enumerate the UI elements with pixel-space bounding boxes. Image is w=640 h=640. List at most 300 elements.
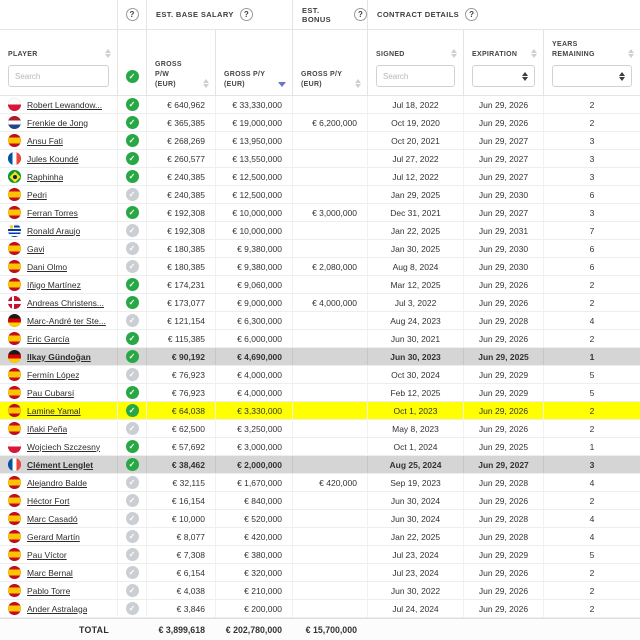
years-remaining-cell: 2 — [543, 276, 640, 293]
player-name-link[interactable]: Pablo Torre — [27, 585, 71, 596]
gross-py-cell: € 13,950,000 — [215, 132, 292, 149]
expiration-cell: Jun 29, 2026 — [463, 330, 543, 347]
player-name-link[interactable]: Pau Cubarsí — [27, 387, 75, 398]
signed-cell: Aug 24, 2023 — [367, 312, 463, 329]
help-icon[interactable]: ? — [126, 8, 139, 21]
years-remaining-cell: 2 — [543, 330, 640, 347]
expiration-cell: Jun 29, 2027 — [463, 204, 543, 221]
expiration-cell: Jun 29, 2028 — [463, 528, 543, 545]
years-remaining-header-cell — [543, 30, 640, 95]
signed-cell: Jul 23, 2024 — [367, 546, 463, 563]
signed-cell: Dec 31, 2021 — [367, 204, 463, 221]
gross-pw-cell: € 173,077 — [146, 294, 215, 311]
sort-icon[interactable] — [203, 79, 209, 90]
flag-uy-icon — [8, 224, 21, 237]
verified-cell — [117, 456, 146, 473]
bonus-py-cell — [292, 366, 367, 383]
gross-pw-cell: € 121,154 — [146, 312, 215, 329]
gross-py-cell: € 1,670,000 — [215, 474, 292, 491]
player-name-link[interactable]: Marc Bernal — [27, 567, 73, 578]
gross-py-cell: € 10,000,000 — [215, 222, 292, 239]
flag-es-icon — [8, 530, 21, 543]
gross-pw-cell: € 260,577 — [146, 150, 215, 167]
verified-cell — [117, 582, 146, 599]
gross-pw-cell: € 16,154 — [146, 492, 215, 509]
signed-cell: Jan 22, 2025 — [367, 222, 463, 239]
verified-cell — [117, 474, 146, 491]
verified-icon: ✓ — [126, 350, 139, 363]
unverified-icon: ✓ — [126, 548, 139, 561]
gross-pw-cell: € 90,192 — [146, 348, 215, 365]
gross-py-cell: € 12,500,000 — [215, 186, 292, 203]
flag-es-icon — [8, 386, 21, 399]
verified-cell — [117, 222, 146, 239]
table-row — [0, 222, 640, 240]
gross-py-cell: € 9,380,000 — [215, 258, 292, 275]
player-cell — [0, 186, 117, 203]
sort-desc-icon[interactable] — [278, 82, 286, 87]
verified-cell — [117, 366, 146, 383]
total-label: TOTAL — [78, 624, 109, 635]
flag-es-icon — [8, 260, 21, 273]
years-remaining-cell: 5 — [543, 546, 640, 563]
years-remaining-cell: 4 — [543, 510, 640, 527]
expiration-cell: Jun 29, 2026 — [463, 582, 543, 599]
verified-cell — [117, 528, 146, 545]
player-header-cell — [0, 30, 117, 95]
bonus-py-cell: € 6,200,000 — [292, 114, 367, 131]
gross-py-cell: € 12,500,000 — [215, 168, 292, 185]
verified-icon: ✓ — [126, 440, 139, 453]
player-name-link[interactable]: Eric García — [27, 333, 70, 344]
verified-cell — [117, 510, 146, 527]
flag-es-icon — [8, 404, 21, 417]
gross-py-cell: € 3,000,000 — [215, 438, 292, 455]
years-remaining-cell: 2 — [543, 114, 640, 131]
flag-es-icon — [8, 494, 21, 507]
expiration-cell: Jun 29, 2029 — [463, 384, 543, 401]
gross-py-cell: € 9,380,000 — [215, 240, 292, 257]
flag-de-icon — [8, 350, 21, 363]
bonus-py-cell — [292, 186, 367, 203]
verified-filter-cell — [117, 30, 146, 95]
expiration-cell: Jun 29, 2027 — [463, 132, 543, 149]
flag-fr-icon — [8, 458, 21, 471]
years-remaining-cell: 2 — [543, 492, 640, 509]
bonus-py-cell — [292, 510, 367, 527]
group-header-row — [0, 0, 640, 30]
verified-icon: ✓ — [126, 170, 139, 183]
expiration-filter-select[interactable] — [472, 65, 535, 87]
verified-cell — [117, 600, 146, 617]
flag-es-icon — [8, 512, 21, 525]
gross-py-cell: € 3,250,000 — [215, 420, 292, 437]
years-remaining-cell: 2 — [543, 582, 640, 599]
contract-group-label: CONTRACT DETAILS — [377, 10, 460, 19]
gross-pw-cell: € 365,385 — [146, 114, 215, 131]
signed-cell: Jun 30, 2021 — [367, 330, 463, 347]
player-cell — [0, 546, 117, 563]
player-name-link[interactable]: Marc-André ter Ste... — [27, 315, 106, 326]
gross-pw-cell: € 76,923 — [146, 366, 215, 383]
player-cell — [0, 528, 117, 545]
player-name-link[interactable]: Ronald Araujo — [27, 225, 81, 236]
flag-fr-icon — [8, 152, 21, 165]
flag-dk-icon — [8, 296, 21, 309]
unverified-icon: ✓ — [126, 314, 139, 327]
gross-py-cell: € 4,000,000 — [215, 366, 292, 383]
expiration-cell: Jun 29, 2026 — [463, 96, 543, 113]
flag-nl-icon — [8, 116, 21, 129]
table-row — [0, 276, 640, 294]
player-cell — [0, 348, 117, 365]
unverified-icon: ✓ — [126, 566, 139, 579]
bonus-py-header-cell — [292, 30, 367, 95]
flag-es-icon — [8, 188, 21, 201]
sort-icon[interactable] — [105, 49, 111, 60]
signed-cell: Jul 23, 2024 — [367, 564, 463, 581]
gross-pw-header-cell — [146, 30, 215, 95]
gross-py-cell: € 13,550,000 — [215, 150, 292, 167]
player-cell — [0, 402, 117, 419]
gross-pw-cell: € 10,000 — [146, 510, 215, 527]
verified-cell — [117, 420, 146, 437]
player-name-link[interactable]: Pedri — [27, 189, 47, 200]
player-cell — [0, 474, 117, 491]
years-remaining-cell: 1 — [543, 438, 640, 455]
expiration-header-cell — [463, 30, 543, 95]
bonus-py-cell — [292, 564, 367, 581]
signed-column-label: SIGNED — [376, 50, 405, 58]
player-name-link[interactable]: Frenkie de Jong — [27, 117, 88, 128]
column-header-row — [0, 30, 640, 96]
signed-search-input[interactable] — [376, 65, 455, 87]
gross-pw-cell: € 7,308 — [146, 546, 215, 563]
table-row — [0, 168, 640, 186]
unverified-icon: ✓ — [126, 512, 139, 525]
bonus-py-cell — [292, 456, 367, 473]
signed-cell: Jul 27, 2022 — [367, 150, 463, 167]
years-remaining-cell: 6 — [543, 240, 640, 257]
gross-pw-cell: € 192,308 — [146, 204, 215, 221]
verified-icon: ✓ — [126, 134, 139, 147]
gross-py-cell: € 6,300,000 — [215, 312, 292, 329]
expiration-cell: Jun 29, 2026 — [463, 564, 543, 581]
player-name-link[interactable]: Marc Casadó — [27, 513, 78, 524]
signed-cell: Oct 19, 2020 — [367, 114, 463, 131]
gross-py-cell: € 4,000,000 — [215, 384, 292, 401]
bonus-py-cell — [292, 276, 367, 293]
table-row — [0, 492, 640, 510]
unverified-icon: ✓ — [126, 530, 139, 543]
bonus-py-cell — [292, 402, 367, 419]
flag-pl-icon — [8, 98, 21, 111]
verified-cell — [117, 150, 146, 167]
expiration-cell: Jun 29, 2029 — [463, 546, 543, 563]
years-remaining-cell: 2 — [543, 564, 640, 581]
signed-cell: Jun 30, 2024 — [367, 510, 463, 527]
gross-py-cell: € 4,690,000 — [215, 348, 292, 365]
player-name-link[interactable]: Robert Lewandow... — [27, 99, 103, 110]
verified-icon: ✓ — [126, 332, 139, 345]
player-name-link[interactable]: Dani Olmo — [27, 261, 68, 272]
years-remaining-column-label: YEARS REMAINING — [552, 40, 595, 58]
bonus-py-cell — [292, 222, 367, 239]
table-row — [0, 582, 640, 600]
table-row — [0, 150, 640, 168]
player-name-link[interactable]: Iñaki Peña — [27, 423, 68, 434]
signed-cell: Oct 1, 2023 — [367, 402, 463, 419]
signed-cell: Jun 30, 2024 — [367, 492, 463, 509]
signed-cell: Jul 12, 2022 — [367, 168, 463, 185]
table-row — [0, 564, 640, 582]
unverified-icon: ✓ — [126, 602, 139, 615]
signed-header-cell — [367, 30, 463, 95]
player-name-link[interactable]: Gerard Martín — [27, 531, 80, 542]
verified-cell — [117, 132, 146, 149]
signed-cell: Oct 30, 2024 — [367, 366, 463, 383]
expiration-cell: Jun 29, 2027 — [463, 168, 543, 185]
player-cell — [0, 564, 117, 581]
gross-pw-cell: € 32,115 — [146, 474, 215, 491]
years-remaining-cell: 2 — [543, 402, 640, 419]
player-cell — [0, 456, 117, 473]
player-name-link[interactable]: Jules Koundé — [27, 153, 79, 164]
sort-icon[interactable] — [628, 49, 634, 60]
expiration-cell: Jun 29, 2025 — [463, 348, 543, 365]
gross-py-cell: € 320,000 — [215, 564, 292, 581]
flag-es-icon — [8, 242, 21, 255]
expiration-cell: Jun 29, 2026 — [463, 294, 543, 311]
signed-cell: Aug 8, 2024 — [367, 258, 463, 275]
player-cell — [0, 96, 117, 113]
expiration-column-label: EXPIRATION — [472, 50, 518, 58]
flag-es-icon — [8, 332, 21, 345]
gross-pw-cell: € 64,038 — [146, 402, 215, 419]
years-remaining-cell: 7 — [543, 222, 640, 239]
bonus-py-cell — [292, 330, 367, 347]
flag-es-icon — [8, 368, 21, 381]
base-salary-group-label: EST. BASE SALARY — [156, 10, 234, 19]
table-row — [0, 420, 640, 438]
expiration-cell: Jun 29, 2026 — [463, 420, 543, 437]
player-name-link[interactable]: Ferran Torres — [27, 207, 78, 218]
years-remaining-cell: 3 — [543, 132, 640, 149]
player-name-link[interactable]: Wojciech Szczesny — [27, 441, 101, 452]
table-row — [0, 474, 640, 492]
signed-cell: Jun 30, 2023 — [367, 348, 463, 365]
player-column-label: PLAYER — [8, 50, 38, 58]
table-row — [0, 186, 640, 204]
player-name-link[interactable]: Alejandro Balde — [27, 477, 88, 488]
total-row — [0, 618, 640, 640]
expiration-cell: Jun 29, 2026 — [463, 600, 543, 617]
player-cell — [0, 114, 117, 131]
player-cell — [0, 510, 117, 527]
gross-pw-cell: € 57,692 — [146, 438, 215, 455]
sort-icon[interactable] — [355, 79, 361, 90]
table-row — [0, 240, 640, 258]
years-remaining-cell: 4 — [543, 474, 640, 491]
gross-py-column-label: GROSS P/Y (EUR) — [224, 70, 266, 88]
player-name-link[interactable]: Lamine Yamal — [27, 405, 81, 416]
verified-column-group — [117, 0, 146, 29]
signed-cell: Aug 25, 2024 — [367, 456, 463, 473]
player-name-link[interactable]: Ansu Fati — [27, 135, 63, 146]
flag-br-icon — [8, 170, 21, 183]
expiration-cell: Jun 29, 2030 — [463, 186, 543, 203]
gross-py-cell: € 3,330,000 — [215, 402, 292, 419]
unverified-icon: ✓ — [126, 494, 139, 507]
unverified-icon: ✓ — [126, 260, 139, 273]
bonus-py-cell: € 4,000,000 — [292, 294, 367, 311]
sort-icon[interactable] — [531, 49, 537, 60]
years-filter-select[interactable] — [552, 65, 632, 87]
bonus-group — [292, 0, 367, 29]
bonus-py-cell — [292, 132, 367, 149]
bonus-py-cell — [292, 150, 367, 167]
bonus-py-cell — [292, 528, 367, 545]
verified-cell — [117, 96, 146, 113]
player-search-input[interactable] — [8, 65, 109, 87]
bonus-py-cell — [292, 168, 367, 185]
gross-py-cell: € 380,000 — [215, 546, 292, 563]
expiration-cell: Jun 29, 2025 — [463, 438, 543, 455]
table-row — [0, 366, 640, 384]
flag-pl-icon — [8, 440, 21, 453]
years-remaining-cell: 3 — [543, 204, 640, 221]
gross-pw-cell: € 268,269 — [146, 132, 215, 149]
player-cell — [0, 600, 117, 617]
flag-de-icon — [8, 314, 21, 327]
verified-filter-icon[interactable]: ✓ — [126, 70, 139, 83]
total-signed-spacer — [367, 619, 463, 640]
table-row — [0, 402, 640, 420]
help-icon[interactable]: ? — [465, 8, 478, 21]
help-icon[interactable]: ? — [354, 8, 367, 21]
expiration-cell: Jun 29, 2027 — [463, 456, 543, 473]
gross-py-cell: € 210,000 — [215, 582, 292, 599]
table-row — [0, 510, 640, 528]
player-cell — [0, 168, 117, 185]
gross-py-cell: € 33,330,000 — [215, 96, 292, 113]
years-remaining-cell: 2 — [543, 420, 640, 437]
total-bonus-py: € 15,700,000 — [305, 624, 357, 635]
unverified-icon: ✓ — [126, 422, 139, 435]
select-arrows-icon — [522, 72, 528, 81]
gross-pw-cell: € 240,385 — [146, 168, 215, 185]
verified-cell — [117, 204, 146, 221]
bonus-py-cell: € 420,000 — [292, 474, 367, 491]
signed-cell: May 8, 2023 — [367, 420, 463, 437]
gross-pw-cell: € 38,462 — [146, 456, 215, 473]
verified-cell — [117, 402, 146, 419]
flag-es-icon — [8, 566, 21, 579]
years-remaining-cell: 4 — [543, 528, 640, 545]
bonus-py-cell — [292, 546, 367, 563]
bonus-py-cell — [292, 582, 367, 599]
expiration-cell: Jun 29, 2029 — [463, 366, 543, 383]
sort-icon[interactable] — [451, 49, 457, 60]
player-cell — [0, 240, 117, 257]
unverified-icon: ✓ — [126, 476, 139, 489]
unverified-icon: ✓ — [126, 188, 139, 201]
player-name-link[interactable]: Fermín López — [27, 369, 80, 380]
player-cell — [0, 438, 117, 455]
verified-cell — [117, 168, 146, 185]
gross-pw-cell: € 62,500 — [146, 420, 215, 437]
table-row — [0, 258, 640, 276]
years-remaining-cell: 5 — [543, 384, 640, 401]
verified-icon: ✓ — [126, 278, 139, 291]
table-row — [0, 114, 640, 132]
bonus-py-cell — [292, 240, 367, 257]
verified-icon: ✓ — [126, 404, 139, 417]
table-row — [0, 294, 640, 312]
player-name-link[interactable]: Clément Lenglet — [27, 459, 94, 470]
flag-es-icon — [8, 134, 21, 147]
table-row — [0, 384, 640, 402]
table-row — [0, 546, 640, 564]
player-name-link[interactable]: Andreas Christens... — [27, 297, 105, 308]
player-name-link[interactable]: Héctor Fort — [27, 495, 70, 506]
gross-py-cell: € 200,000 — [215, 600, 292, 617]
signed-cell: Feb 12, 2025 — [367, 384, 463, 401]
player-cell — [0, 312, 117, 329]
verified-icon: ✓ — [126, 458, 139, 471]
signed-cell: Jan 22, 2025 — [367, 528, 463, 545]
signed-cell: Jul 3, 2022 — [367, 294, 463, 311]
expiration-cell: Jun 29, 2026 — [463, 402, 543, 419]
player-name-link[interactable]: Pau Víctor — [27, 549, 67, 560]
verified-cell — [117, 276, 146, 293]
total-years-spacer — [543, 619, 640, 640]
gross-py-cell: € 6,000,000 — [215, 330, 292, 347]
select-arrows-icon — [619, 72, 625, 81]
years-remaining-cell: 6 — [543, 186, 640, 203]
signed-cell: Jun 30, 2022 — [367, 582, 463, 599]
years-remaining-cell: 3 — [543, 150, 640, 167]
table-row — [0, 96, 640, 114]
signed-cell: Jan 29, 2025 — [367, 186, 463, 203]
expiration-cell: Jun 29, 2028 — [463, 474, 543, 491]
verified-icon: ✓ — [126, 98, 139, 111]
flag-es-icon — [8, 584, 21, 597]
verified-cell — [117, 240, 146, 257]
flag-es-icon — [8, 476, 21, 489]
player-name-link[interactable]: Gavi — [27, 243, 45, 254]
gross-pw-cell: € 8,077 — [146, 528, 215, 545]
expiration-cell: Jun 29, 2026 — [463, 492, 543, 509]
help-icon[interactable]: ? — [240, 8, 253, 21]
verified-cell — [117, 186, 146, 203]
bonus-py-cell — [292, 312, 367, 329]
years-remaining-cell: 3 — [543, 168, 640, 185]
verified-cell — [117, 114, 146, 131]
gross-pw-cell: € 180,385 — [146, 240, 215, 257]
years-remaining-cell: 3 — [543, 456, 640, 473]
verified-cell — [117, 492, 146, 509]
bonus-py-cell — [292, 600, 367, 617]
bonus-py-cell — [292, 492, 367, 509]
player-name-link[interactable]: Ilkay Gündoğan — [27, 351, 91, 362]
verified-cell — [117, 384, 146, 401]
table-row — [0, 132, 640, 150]
player-name-link[interactable]: Iñigo Martínez — [27, 279, 81, 290]
player-name-link[interactable]: Ander Astralaga — [27, 603, 88, 614]
player-name-link[interactable]: Raphinha — [27, 171, 64, 182]
gross-py-header-cell — [215, 30, 292, 95]
